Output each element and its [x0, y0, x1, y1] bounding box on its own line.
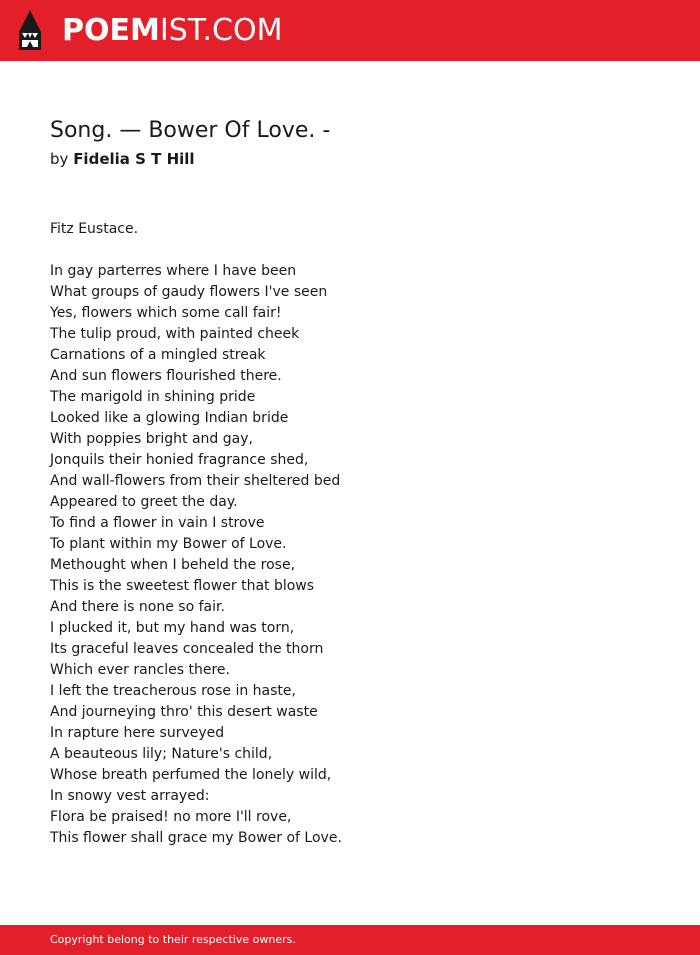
site-header	[0, 0, 700, 61]
poem-line: This flower shall grace my Bower of Love.	[50, 830, 342, 846]
poem-line: In snowy vest arrayed:	[50, 788, 210, 804]
poem-line: To plant within my Bower of Love.	[50, 536, 287, 552]
poem-line: And there is none so fair.	[50, 599, 225, 615]
poem-line: The marigold in shining pride	[50, 389, 256, 405]
site-logo[interactable]	[62, 11, 282, 51]
poem-line: And wall-flowers from their sheltered bed	[50, 473, 341, 489]
by-label: by	[50, 150, 69, 168]
poem-line: Appeared to greet the day.	[50, 494, 238, 510]
poem-line: In rapture here surveyed	[50, 725, 225, 741]
pen-nib-icon	[18, 9, 42, 51]
poem-line: With poppies bright and gay,	[50, 431, 253, 447]
poem-line: In gay parterres where I have been	[50, 263, 297, 279]
logo-light-text: IST.COM	[159, 13, 283, 48]
site-footer	[0, 925, 700, 955]
poem-line: Whose breath perfumed the lonely wild,	[50, 767, 332, 783]
poem-line: A beauteous lily; Nature's child,	[50, 746, 273, 762]
author-name: Fidelia S T Hill	[73, 150, 195, 168]
poem-line: Looked like a glowing Indian bride	[50, 410, 289, 426]
logo-bold-text: POEM	[62, 13, 160, 48]
poem-line: Its graceful leaves concealed the thorn	[50, 641, 324, 657]
poem-body	[50, 219, 650, 849]
poem-epigraph: Fitz Eustace.	[50, 221, 139, 237]
poem-line: Carnations of a mingled streak	[50, 347, 266, 363]
poem-line: I plucked it, but my hand was torn,	[50, 620, 295, 636]
poem-line: To find a flower in vain I strove	[50, 515, 265, 531]
poem-line: Flora be praised! no more I'll rove,	[50, 809, 292, 825]
poem-line: Jonquils their honied fragrance shed,	[50, 452, 309, 468]
poem-title: Song. — Bower Of Love. -	[50, 118, 331, 143]
poem-line: I left the treacherous rose in haste,	[50, 683, 296, 699]
poem-line: And sun flowers flourished there.	[50, 368, 282, 384]
poem-line: This is the sweetest flower that blows	[50, 578, 315, 594]
poem-line: The tulip proud, with painted cheek	[50, 326, 300, 342]
copyright-text: Copyright belong to their respective owners.	[50, 933, 296, 946]
poem-lines	[50, 261, 650, 849]
poem-line: Yes, flowers which some call fair!	[50, 305, 282, 321]
stanza-gap	[50, 240, 650, 261]
byline	[50, 148, 195, 170]
poem-line: Methought when I beheld the rose,	[50, 557, 296, 573]
poem-line: And journeying thro' this desert waste	[50, 704, 318, 720]
poem-line: What groups of gaudy flowers I've seen	[50, 284, 328, 300]
poem-line: Which ever rancles there.	[50, 662, 230, 678]
